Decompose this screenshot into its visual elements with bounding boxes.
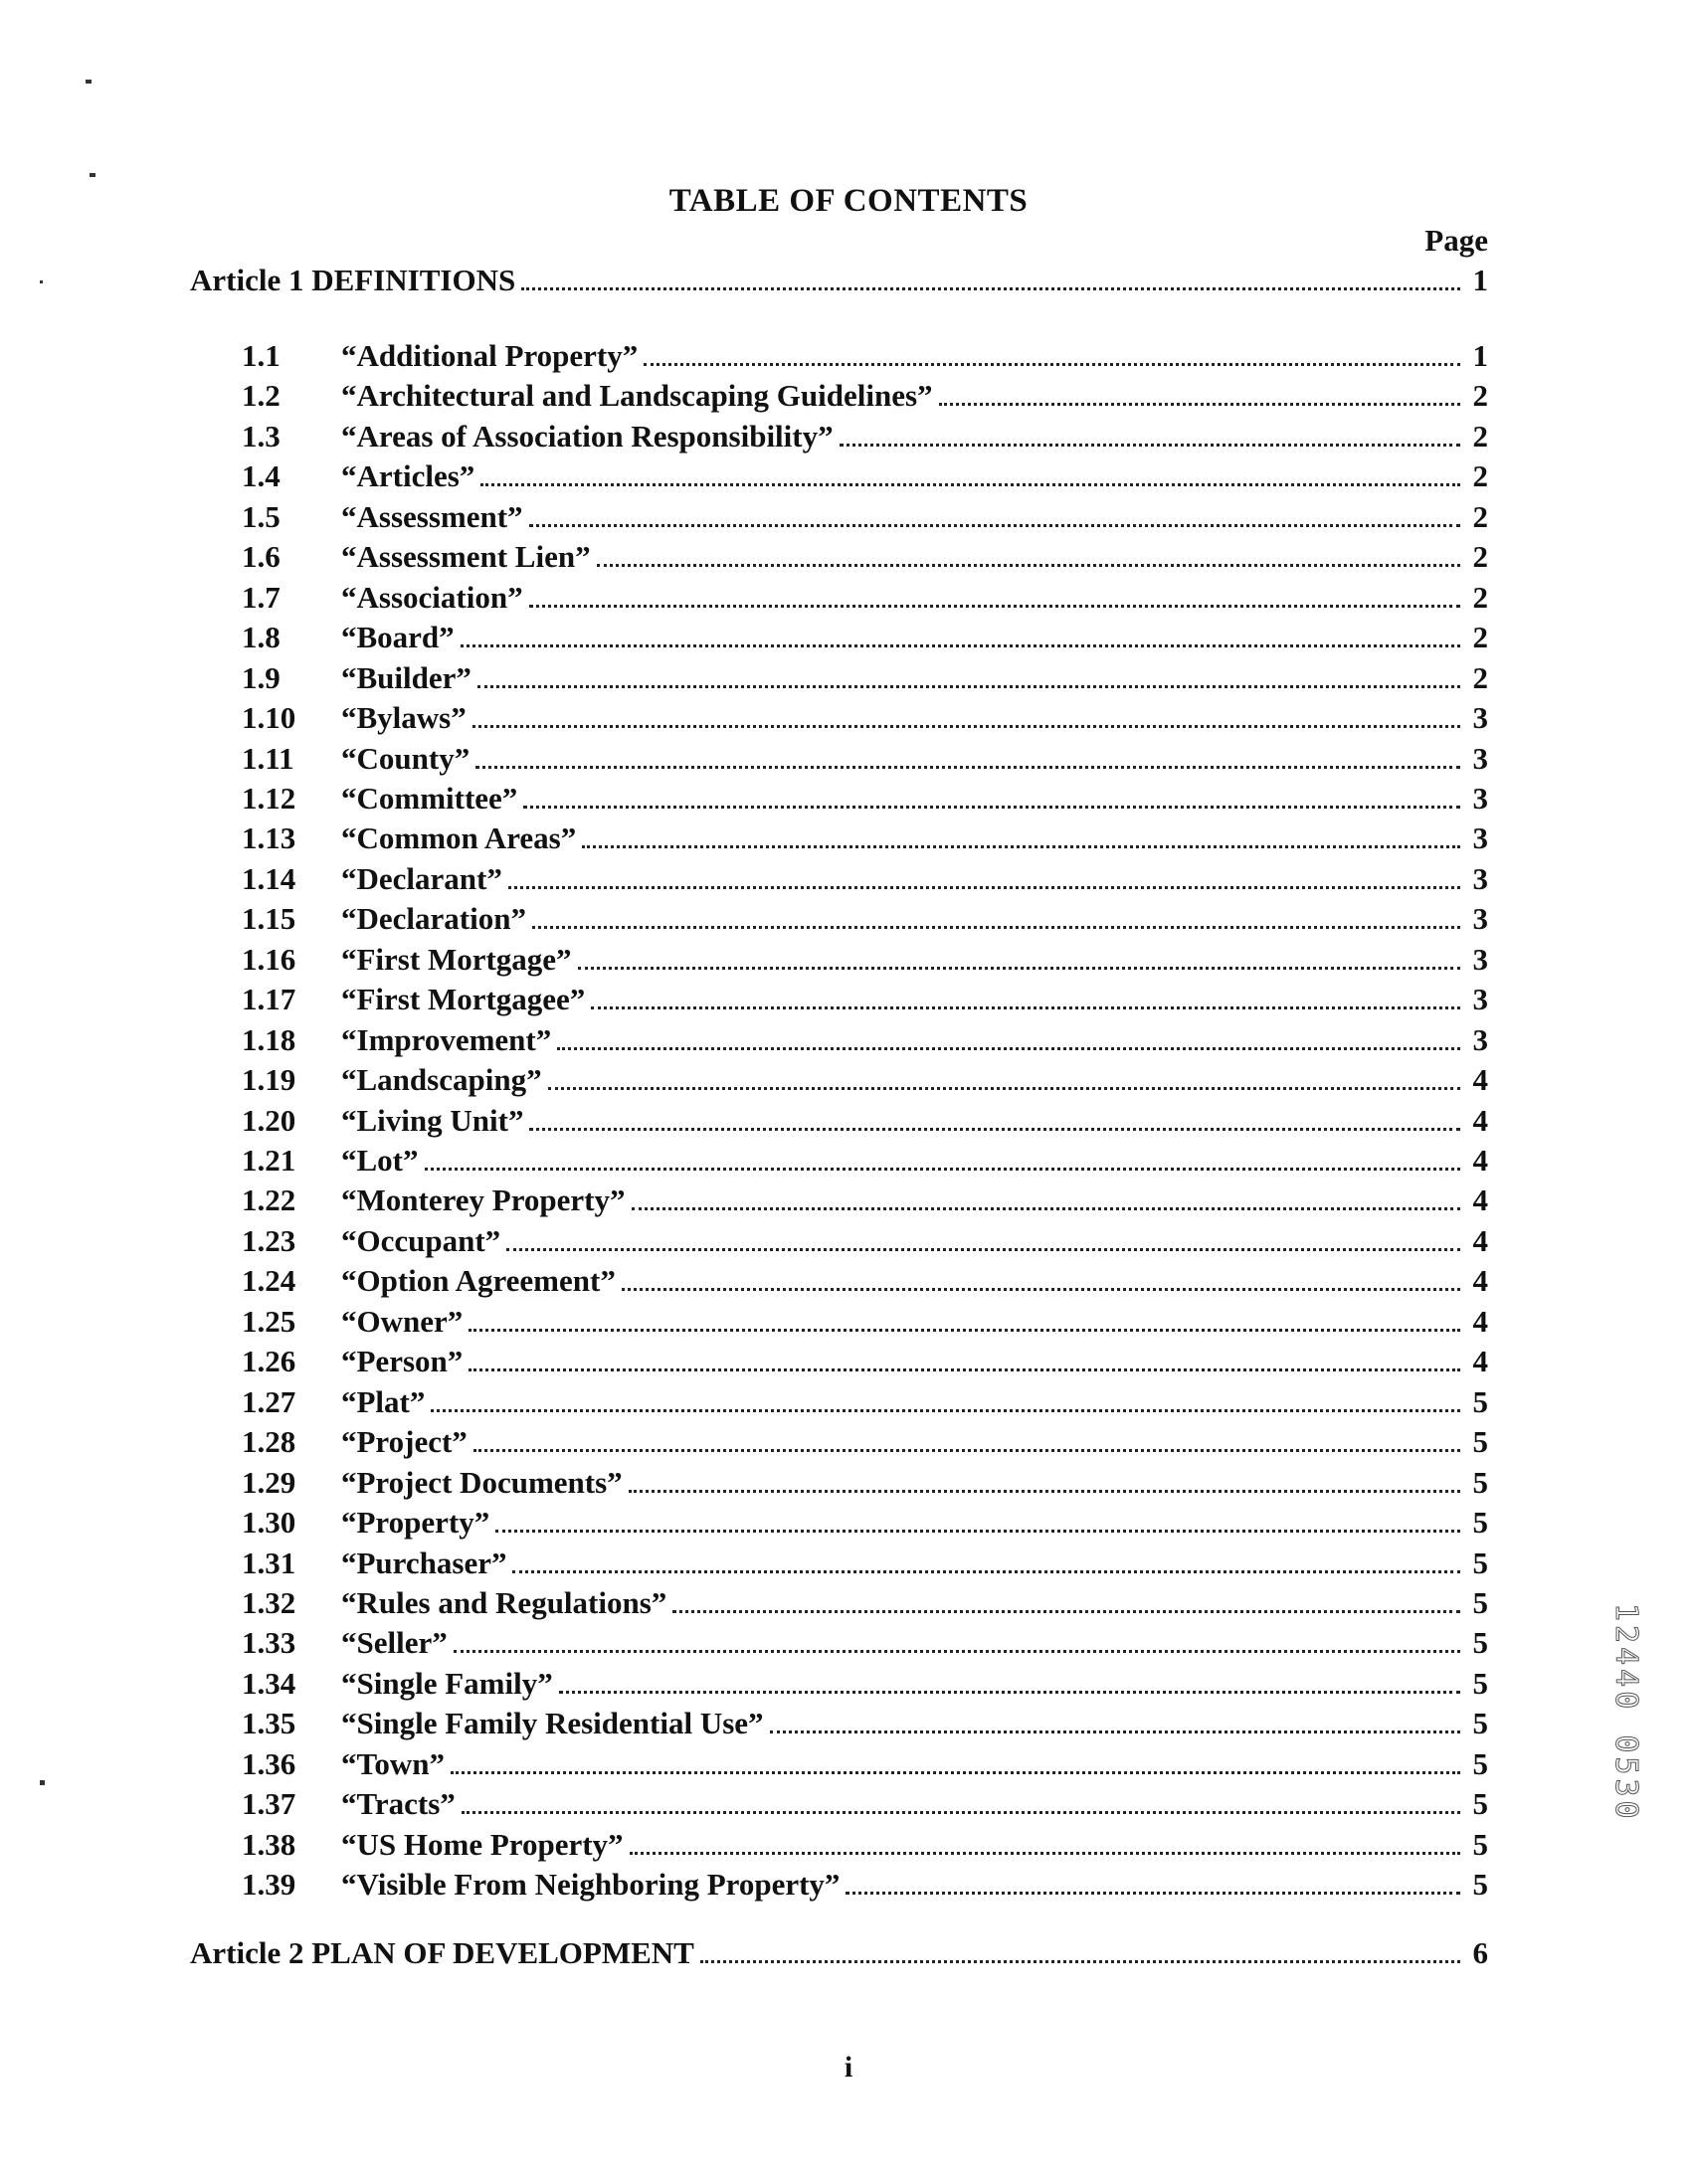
entry-title: “First Mortgage” (341, 941, 572, 977)
entry-page-number: 3 (1472, 860, 1488, 896)
toc-entry (242, 982, 1488, 1017)
dot-leader (770, 1730, 1460, 1733)
toc-entry (242, 580, 1488, 616)
toc-entry (242, 1546, 1488, 1581)
entry-number: 1.34 (242, 1665, 296, 1701)
dot-leader (480, 483, 1460, 486)
toc-entry (242, 1143, 1488, 1179)
entry-page-number: 5 (1472, 1625, 1488, 1661)
dot-leader (512, 1570, 1460, 1573)
toc-entry (242, 741, 1488, 777)
dot-leader (644, 363, 1460, 366)
toc-entry (242, 1304, 1488, 1340)
entry-title: “Town” (341, 1745, 445, 1781)
entry-page-number: 3 (1472, 700, 1488, 736)
toc-entry (242, 700, 1488, 736)
entry-title: “Committee” (341, 780, 518, 816)
entry-title: “Association” (341, 579, 523, 615)
toc-entry (242, 1384, 1488, 1420)
dot-leader (431, 1409, 1460, 1412)
entry-number: 1.36 (242, 1745, 296, 1781)
entry-page-number: 3 (1472, 901, 1488, 937)
entry-title: “Declarant” (341, 860, 502, 896)
dot-leader (632, 1207, 1460, 1210)
entry-number: 1.35 (242, 1706, 296, 1741)
dot-leader (473, 1449, 1460, 1452)
dot-leader (469, 1329, 1460, 1332)
entry-page-number: 3 (1472, 820, 1488, 856)
entry-title: “Improvement” (341, 1021, 552, 1057)
dot-leader (472, 725, 1460, 728)
article-label: Article 2 PLAN OF DEVELOPMENT (190, 1935, 694, 1970)
dot-leader (700, 1960, 1460, 1963)
dot-leader (454, 1650, 1460, 1653)
entry-number: 1.15 (242, 901, 296, 937)
dot-leader (495, 1530, 1460, 1533)
entry-number: 1.28 (242, 1424, 296, 1460)
entry-title: “Rules and Regulations” (341, 1584, 667, 1620)
entry-page-number: 5 (1472, 1706, 1488, 1741)
article-line (190, 1935, 1488, 1971)
toc-entry (242, 1062, 1488, 1098)
entry-title: “County” (341, 740, 471, 776)
entry-number: 1.22 (242, 1183, 296, 1218)
dot-leader (532, 926, 1460, 929)
toc-entry (242, 1625, 1488, 1661)
entry-number: 1.13 (242, 820, 296, 856)
entry-number: 1.16 (242, 941, 296, 977)
entry-title: “Bylaws” (341, 700, 467, 736)
entry-number: 1.19 (242, 1062, 296, 1098)
entry-title: “Plat” (341, 1383, 426, 1419)
dot-leader (425, 1168, 1461, 1171)
entry-title: “Owner” (341, 1303, 464, 1339)
entry-page-number: 5 (1472, 1665, 1488, 1701)
side-stamp-text: 12440 0530 (1608, 1603, 1643, 1823)
entry-title: “Purchaser” (341, 1545, 507, 1580)
dot-leader (529, 1128, 1460, 1131)
toc-entry (242, 1867, 1488, 1903)
entry-title: “Seller” (341, 1625, 448, 1661)
entry-title: “Single Family Residential Use” (341, 1706, 764, 1741)
entry-page-number: 5 (1472, 1545, 1488, 1580)
entry-page-number: 5 (1472, 1584, 1488, 1620)
dot-leader (506, 1248, 1460, 1251)
entry-number: 1.12 (242, 780, 296, 816)
entry-page-number: 5 (1472, 1826, 1488, 1862)
entry-number: 1.8 (242, 620, 281, 655)
entry-page-number: 2 (1472, 620, 1488, 655)
toc-entry (242, 942, 1488, 978)
dot-leader (462, 1811, 1460, 1814)
entry-title: “Tracts” (341, 1786, 456, 1822)
entry-page-number: 2 (1472, 378, 1488, 414)
entry-title: “Living Unit” (341, 1102, 524, 1138)
toc-entry (242, 1103, 1488, 1139)
toc-entry (242, 1223, 1488, 1259)
dot-leader (591, 1006, 1460, 1009)
toc-entry (242, 901, 1488, 937)
entry-page-number: 2 (1472, 498, 1488, 534)
entry-page-number: 5 (1472, 1505, 1488, 1541)
entry-number: 1.37 (242, 1786, 296, 1822)
entry-number: 1.39 (242, 1867, 296, 1903)
entry-page-number: 5 (1472, 1745, 1488, 1781)
entry-page-number: 4 (1472, 1222, 1488, 1258)
toc-entry (242, 1666, 1488, 1702)
scan-speck (90, 173, 95, 177)
entry-title: “Declaration” (341, 901, 526, 937)
entry-title: “Assessment” (341, 498, 523, 534)
entry-page-number: 5 (1472, 1786, 1488, 1822)
dot-leader (529, 605, 1460, 608)
entry-page-number: 3 (1472, 982, 1488, 1017)
toc-entry (242, 378, 1488, 414)
dot-leader (578, 967, 1460, 970)
entry-title: “Single Family” (341, 1665, 553, 1701)
toc-entry (242, 1465, 1488, 1501)
entry-title: “Visible From Neighboring Property” (341, 1867, 841, 1903)
dot-leader (451, 1771, 1460, 1774)
entry-page-number: 4 (1472, 1183, 1488, 1218)
dot-leader (508, 886, 1460, 889)
dot-leader (622, 1288, 1460, 1291)
entry-title: “Option Agreement” (341, 1263, 616, 1299)
entry-number: 1.21 (242, 1143, 296, 1178)
toc-entry (242, 781, 1488, 817)
entry-page-number: 3 (1472, 740, 1488, 776)
entry-title: “Monterey Property” (341, 1183, 626, 1218)
entry-title: “Board” (341, 620, 455, 655)
entry-page-number: 2 (1472, 418, 1488, 454)
entry-title: “Person” (341, 1344, 464, 1379)
entry-page-number: 4 (1472, 1263, 1488, 1299)
dot-leader (582, 845, 1460, 848)
entry-number: 1.33 (242, 1625, 296, 1661)
toc-entry (242, 620, 1488, 655)
toc-entry (242, 1786, 1488, 1822)
entry-page-number: 5 (1472, 1867, 1488, 1903)
toc-entry (242, 419, 1488, 455)
toc-entry (242, 1424, 1488, 1460)
entry-page-number: 2 (1472, 659, 1488, 695)
entry-number: 1.23 (242, 1222, 296, 1258)
entry-page-number: 4 (1472, 1143, 1488, 1178)
entry-number: 1.32 (242, 1584, 296, 1620)
dot-leader (840, 444, 1460, 447)
entry-number: 1.18 (242, 1021, 296, 1057)
page-title: TABLE OF CONTENTS (668, 183, 1029, 219)
dot-leader (523, 806, 1460, 809)
entry-number: 1.25 (242, 1303, 296, 1339)
entry-number: 1.30 (242, 1505, 296, 1541)
entry-title: “Lot” (341, 1143, 419, 1178)
dot-leader (477, 685, 1460, 688)
toc-entry (242, 1505, 1488, 1541)
entry-page-number: 2 (1472, 458, 1488, 494)
dot-leader (548, 1087, 1460, 1090)
dot-leader (469, 1368, 1460, 1371)
toc-entry (242, 1827, 1488, 1863)
scan-speck (40, 280, 43, 283)
toc-entry (242, 1746, 1488, 1782)
entry-number: 1.26 (242, 1344, 296, 1379)
entry-number: 1.24 (242, 1263, 296, 1299)
toc-entry (242, 820, 1488, 856)
dot-leader (475, 766, 1460, 769)
entry-number: 1.2 (242, 378, 281, 414)
entry-title: “Common Areas” (341, 820, 577, 856)
entry-number: 1.11 (242, 740, 294, 776)
entry-title: “Additional Property” (341, 338, 639, 373)
entry-title: “US Home Property” (341, 1826, 624, 1862)
entry-number: 1.31 (242, 1545, 296, 1580)
dot-leader (629, 1490, 1460, 1493)
entry-number: 1.9 (242, 659, 281, 695)
entry-page-number: 3 (1472, 1021, 1488, 1057)
entry-number: 1.27 (242, 1383, 296, 1419)
dot-leader (557, 1047, 1460, 1050)
dot-leader (597, 564, 1460, 567)
dot-leader (521, 287, 1460, 290)
entry-page-number: 4 (1472, 1344, 1488, 1379)
toc-entry (242, 539, 1488, 575)
entry-number: 1.6 (242, 539, 281, 575)
article-line (190, 263, 1488, 298)
toc-entry (242, 660, 1488, 696)
page-column-header: Page (1424, 223, 1488, 258)
entry-page-number: 1 (1472, 338, 1488, 373)
entry-page-number: 2 (1472, 539, 1488, 575)
entry-number: 1.7 (242, 579, 281, 615)
entry-title: “Areas of Association Responsibility” (341, 418, 834, 454)
entry-title: “Property” (341, 1505, 490, 1541)
toc-entry (242, 1183, 1488, 1218)
entry-title: “First Mortgagee” (341, 982, 586, 1017)
entry-number: 1.10 (242, 700, 296, 736)
toc-entry (242, 1263, 1488, 1299)
entry-page-number: 3 (1472, 941, 1488, 977)
article-label: Article 1 DEFINITIONS (190, 263, 516, 297)
entry-title: “Occupant” (341, 1222, 501, 1258)
article-page-number: 6 (1472, 1935, 1488, 1970)
article-page-number: 1 (1472, 263, 1488, 297)
toc-entry (242, 1344, 1488, 1379)
dot-leader (461, 644, 1460, 647)
entry-number: 1.3 (242, 418, 281, 454)
side-stamp (1607, 1603, 1647, 1882)
toc-entry (242, 1585, 1488, 1621)
entry-number: 1.1 (242, 338, 281, 373)
dot-leader (846, 1892, 1460, 1895)
entry-title: “Articles” (341, 458, 475, 494)
toc-entry (242, 861, 1488, 897)
dot-leader (529, 524, 1460, 527)
entry-title: “Assessment Lien” (341, 539, 591, 575)
entry-number: 1.5 (242, 498, 281, 534)
toc-entry (242, 499, 1488, 535)
entry-page-number: 4 (1472, 1303, 1488, 1339)
entry-page-number: 5 (1472, 1424, 1488, 1460)
dot-leader (939, 403, 1460, 406)
entry-page-number: 5 (1472, 1383, 1488, 1419)
dot-leader (559, 1691, 1460, 1694)
toc-entry (242, 338, 1488, 374)
entry-page-number: 4 (1472, 1062, 1488, 1098)
entry-page-number: 3 (1472, 780, 1488, 816)
entry-number: 1.17 (242, 982, 296, 1017)
entry-number: 1.38 (242, 1826, 296, 1862)
entry-number: 1.14 (242, 860, 296, 896)
entry-title: “Project Documents” (341, 1464, 623, 1500)
entry-title: “Builder” (341, 659, 471, 695)
entry-title: “Architectural and Landscaping Guidelines” (341, 378, 933, 414)
entry-number: 1.20 (242, 1102, 296, 1138)
entry-title: “Project” (341, 1424, 468, 1460)
scan-speck (86, 80, 92, 84)
entry-page-number: 2 (1472, 579, 1488, 615)
entry-page-number: 4 (1472, 1102, 1488, 1138)
toc-entry (242, 1706, 1488, 1741)
toc-entry (242, 1022, 1488, 1058)
toc-entry (242, 458, 1488, 494)
entry-title: “Landscaping” (341, 1062, 542, 1098)
dot-leader (672, 1610, 1460, 1613)
dot-leader (630, 1852, 1460, 1855)
footer-page-number: i (844, 2051, 853, 2084)
scan-speck (40, 1780, 45, 1785)
entry-number: 1.29 (242, 1464, 296, 1500)
entry-number: 1.4 (242, 458, 281, 494)
entry-page-number: 5 (1472, 1464, 1488, 1500)
